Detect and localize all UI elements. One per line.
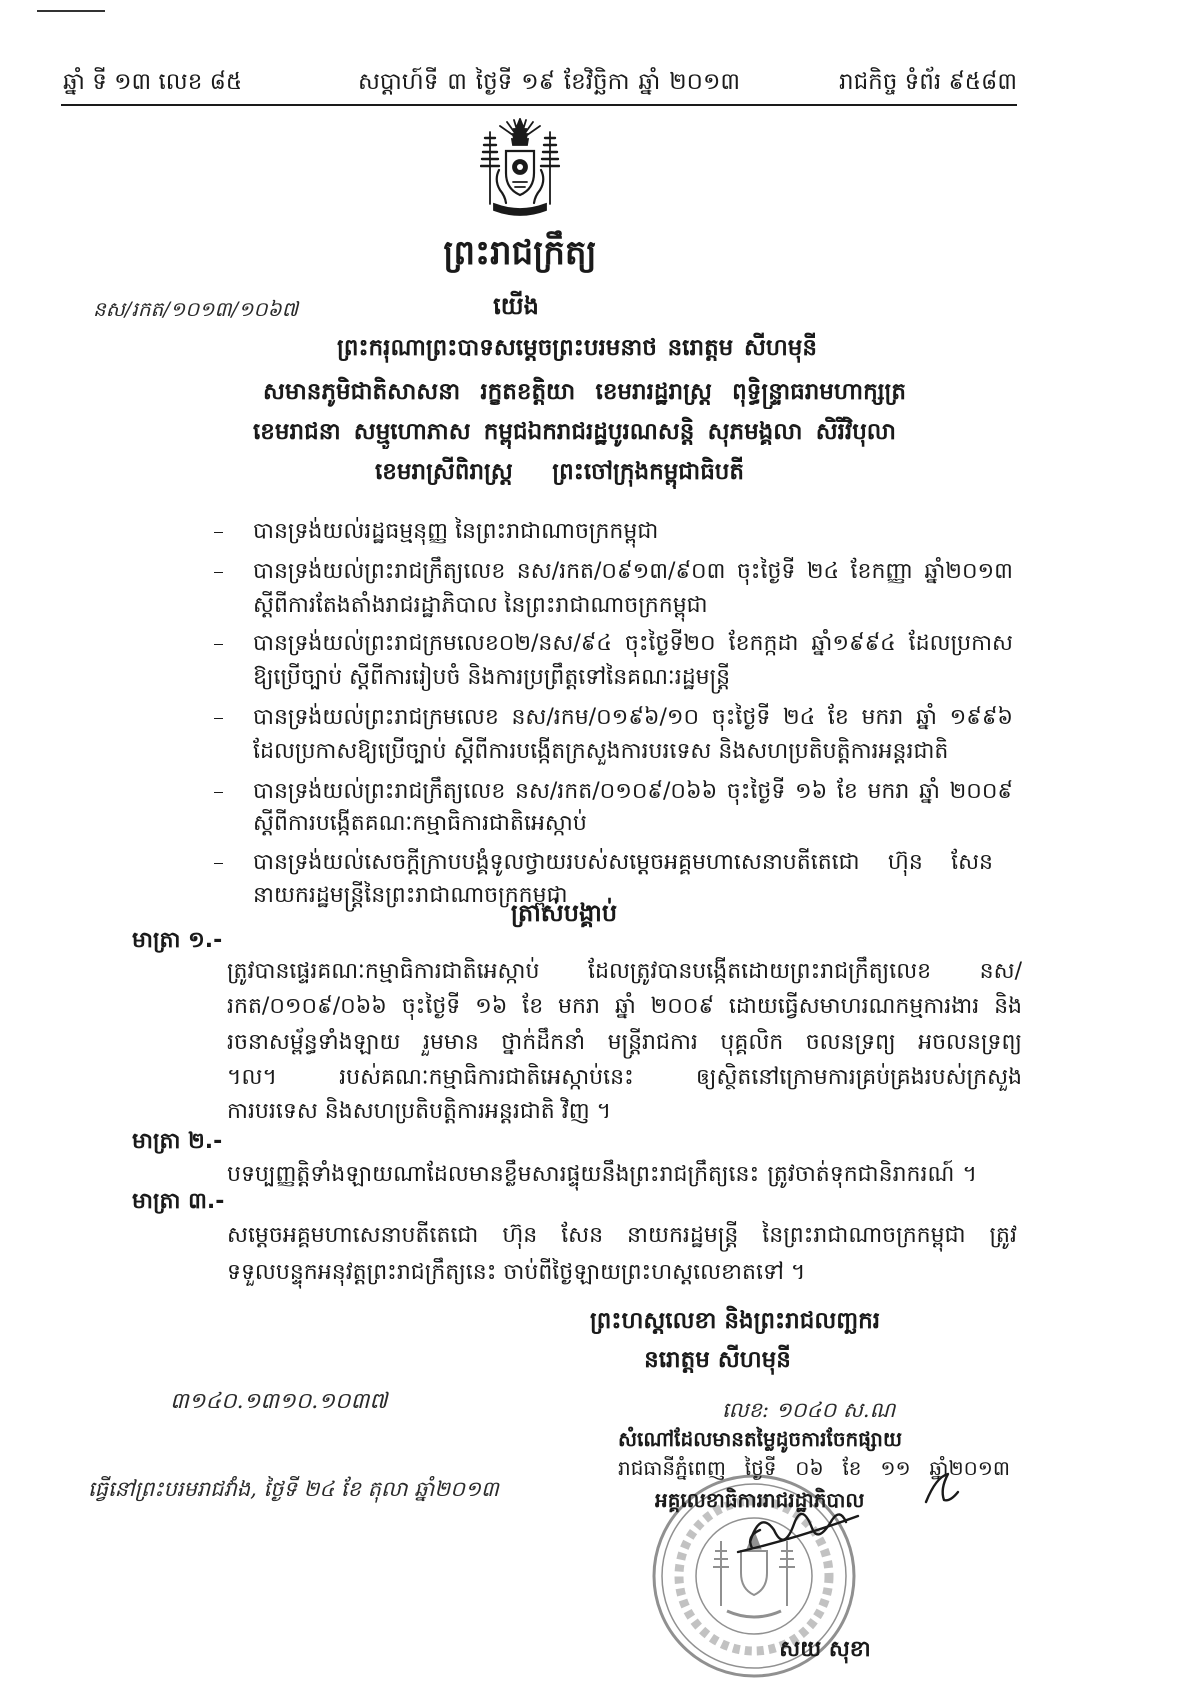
- royal-title-line: ខេមរាស្រីពិរាស្ត្រ ព្រះចៅក្រុងកម្ពុជាធិបតី: [375, 459, 744, 485]
- handwritten-registry-number: ៣១៤០.១៣១០.១០៣៧: [170, 1389, 388, 1414]
- royal-title-line: ព្រះករុណាព្រះបាទសម្តេចព្រះបរមនាថ នរោត្តម សីហមុនី: [337, 335, 817, 361]
- order-heading: ត្រាស់បង្គាប់: [510, 899, 618, 927]
- article-line: បទប្បញ្ញត្តិទាំងឡាយណាដែលមានខ្លឹមសារផ្ទុយនឹងព្រះរាជក្រឹត្យនេះ ត្រូវចាត់ទុកជានិរាករណ៍ ។: [227, 1162, 977, 1187]
- decree-reference-number: នស/រកត/១០១៣/១០៦៧: [93, 297, 299, 321]
- consideration-line: ឱ្យប្រើច្បាប់ ស្តីពីការរៀបចំ និងការប្រព្រឹត្តទៅនៃគណៈរដ្ឋមន្ត្រី: [253, 665, 731, 690]
- consideration-line: ស្តីពីការបង្កើតគណៈកម្មាធិការជាតិអេស្កាប់: [253, 811, 587, 836]
- certifying-official-name: សយ សុខា: [779, 1637, 871, 1662]
- article-heading: មាត្រា ១.-: [132, 928, 223, 953]
- article-line: ត្រូវបានផ្ទេរគណៈកម្មាធិការជាតិអេស្កាប់ ដែលត្រូវបានបង្កើតដោយព្រះរាជក្រឹត្យលេខ នស/: [227, 959, 1022, 984]
- article-heading: មាត្រា ២.-: [132, 1129, 223, 1154]
- header-rule: [61, 104, 1017, 106]
- bullet-dash: [214, 572, 223, 573]
- consideration-line: ស្តីពីការតែងតាំងរាជរដ្ឋាភិបាល នៃព្រះរាជាណាចក្រកម្ពុជា: [253, 593, 708, 618]
- article-line: រកត/០១០៩/០៦៦ ចុះថ្ងៃទី ១៦ ខែ មករា ឆ្នាំ ២០០៩ ដោយធ្វើសមាហរណកម្មការងារ និង: [227, 994, 1022, 1019]
- bullet-dash: [214, 863, 223, 864]
- article-line: សម្តេចអគ្គមហាសេនាបតីតេជោ ហ៊ុន សែន នាយករដ្ឋមន្ត្រី នៃព្រះរាជាណាចក្រកម្ពុជា ត្រូវ: [227, 1223, 1017, 1248]
- scan-artifact-line: [37, 10, 105, 12]
- bullet-dash: [214, 644, 223, 645]
- article-heading: មាត្រា ៣.-: [132, 1189, 225, 1214]
- header-week-date: សប្តាហ៍ទី ៣ ថ្ងៃទី ១៩ ខែវិច្ឆិកា ឆ្នាំ ២០១៣: [358, 69, 740, 95]
- royal-signature-caption: ព្រះហស្តលេខា និងព្រះរាជលញ្ឆករ: [589, 1308, 881, 1334]
- royal-title-line: សមានភូមិជាតិសាសនា រក្ខតខត្តិយា ខេមរារដ្ឋរាស្ត្រ ពុទ្ធិន្ទ្រាធរាមហាក្សត្រ: [263, 379, 906, 405]
- consideration-line: បានទ្រង់យល់ព្រះរាជក្រមលេខ០២/នស/៩៤ ចុះថ្ងៃទី២០ ខែកក្កដា ឆ្នាំ១៩៩៤ ដែលប្រកាស: [253, 631, 1013, 656]
- header-page-number: រាជកិច្ច ទំព័រ ៩៥៨៣: [838, 69, 1017, 95]
- secretary-general-title: អគ្គលេខាធិការរាជរដ្ឋាភិបាល: [655, 1488, 865, 1512]
- issued-place-date: ធ្វើនៅព្រះបរមរាជវាំង, ថ្ងៃទី ២៤ ខែ តុលា ឆ្នាំ២០១៣: [88, 1477, 499, 1501]
- consideration-line: បានទ្រង់យល់ព្រះរាជក្រឹត្យលេខ នស/រកត/០៩១៣/៩០៣ ចុះថ្ងៃទី ២៤ ខែកញ្ញា ឆ្នាំ២០១៣: [253, 559, 1013, 584]
- decree-title: ព្រះរាជក្រឹត្យ: [443, 233, 597, 273]
- article-line: ។ល។ របស់គណៈកម្មាធិការជាតិអេស្កាប់នេះ ឲ្យស្ថិតនៅក្រោមការគ្រប់គ្រងរបស់ក្រសួង: [227, 1065, 1022, 1090]
- article-line: ទទួលបន្ទុកអនុវត្តព្រះរាជក្រឹត្យនេះ ចាប់ពីថ្ងៃឡាយព្រះហស្តលេខាតទៅ ។: [227, 1260, 806, 1285]
- royal-title-line: ខេមរាជនា សម្មូហោភាស កម្ពុជឯករាជរដ្ឋបូរណសន្តិ សុភមង្គលា សិរីវិបុលា: [253, 419, 896, 445]
- consideration-line: បានទ្រង់យល់ព្រះរាជក្រមលេខ នស/រកម/០១៩៦/១០ ចុះថ្ងៃទី ២៤ ខែ មករា ឆ្នាំ ១៩៩៦: [253, 705, 1013, 730]
- certified-copy-place-date: រាជធានីភ្នំពេញ ថ្ងៃទី ០៦ ខែ ១១ ឆ្នាំ២០១៣: [618, 1456, 1010, 1480]
- we-pronoun: យើង: [493, 292, 539, 320]
- bullet-dash: [214, 792, 223, 793]
- bullet-dash: [214, 718, 223, 719]
- header-issue-number: ឆ្នាំ ទី ១៣ លេខ ៨៥: [63, 69, 243, 95]
- royal-arms-emblem-icon: [480, 118, 560, 218]
- article-line: រចនាសម្ព័ន្ធទាំងឡាយ រួមមាន ថ្នាក់ដឹកនាំ មន្ត្រីរាជការ បុគ្គលិក ចលនទ្រព្យ អចលនទ្រព្យ: [227, 1030, 1022, 1055]
- consideration-line: បានទ្រង់យល់រដ្ឋធម្មនុញ្ញ នៃព្រះរាជាណាចក្រកម្ពុជា: [253, 519, 659, 544]
- consideration-line: នាយករដ្ឋមន្ត្រីនៃព្រះរាជាណាចក្រកម្ពុជា: [253, 883, 568, 908]
- consideration-line: បានទ្រង់យល់សេចក្តីក្រាបបង្គំទូលថ្វាយរបស់សម្តេចអគ្គមហាសេនាបតីតេជោ ហ៊ុន សែន: [253, 850, 993, 875]
- certified-copy-number: លេខ: ១០៤០ ស.ណ: [722, 1398, 896, 1422]
- royal-name: នរោត្តម សីហមុនី: [644, 1347, 791, 1373]
- consideration-line: បានទ្រង់យល់ព្រះរាជក្រឹត្យលេខ នស/រកត/០១០៩/០៦៦ ចុះថ្ងៃទី ១៦ ខែ មករា ឆ្នាំ ២០០៩: [253, 779, 1013, 804]
- bullet-dash: [214, 532, 223, 533]
- article-line: ការបរទេស និងសហប្រតិបត្តិការអន្តរជាតិ វិញ ។: [227, 1099, 612, 1124]
- certified-copy-statement: សំណៅដែលមានតម្លៃដូចការចែកផ្សាយ: [618, 1427, 902, 1451]
- consideration-line: ដែលប្រកាសឱ្យប្រើច្បាប់ ស្តីពីការបង្កើតក្រសួងការបរទេស និងសហប្រតិបត្តិការអន្តរជាតិ: [253, 739, 949, 764]
